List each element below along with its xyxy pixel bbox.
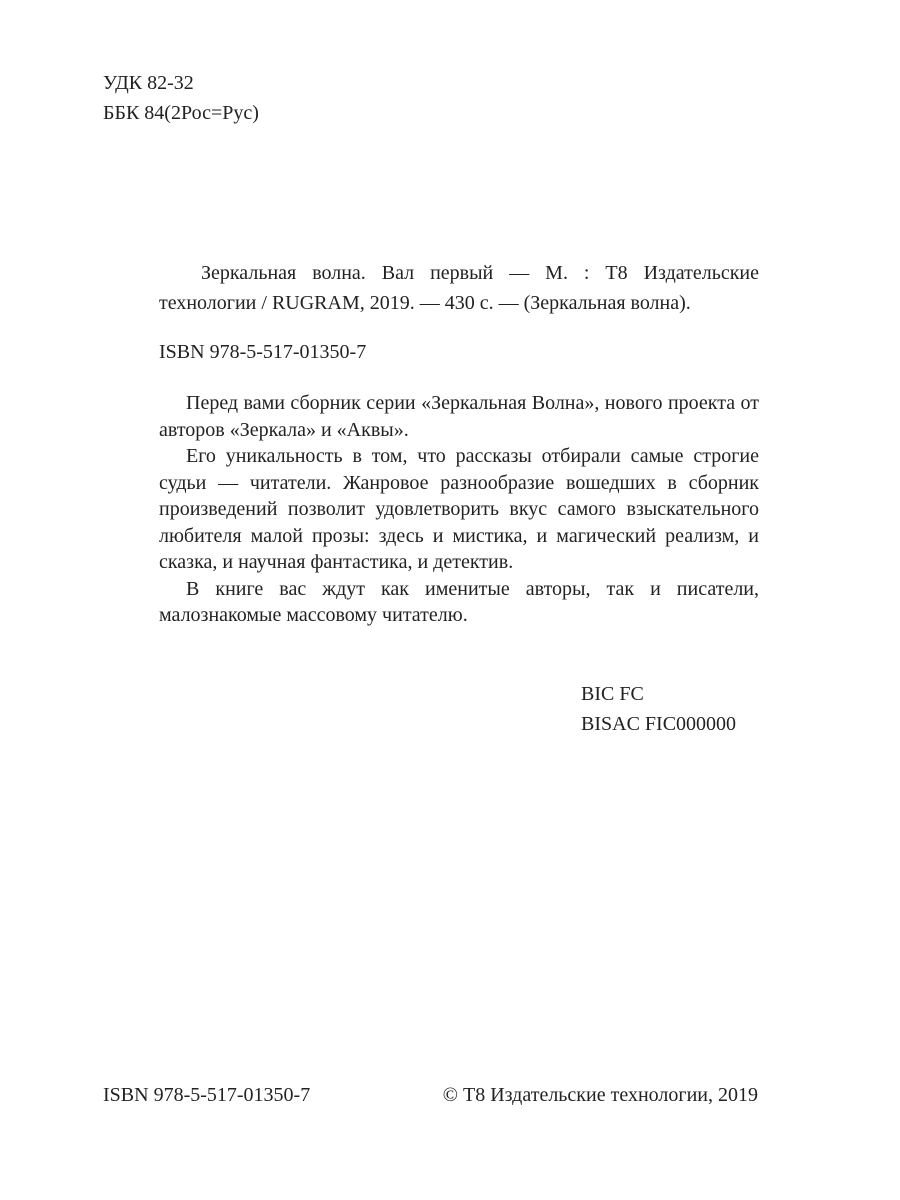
annotation [159,390,759,629]
annotation-paragraph: В книге вас ждут как именитые авторы, так и писатели, малознакомые массовому читателю. [159,577,759,626]
classification-codes [103,68,259,128]
bbk-code: ББК 84(2Рос=Рус) [103,102,259,124]
footer-isbn: ISBN 978-5-517-01350-7 [103,1084,311,1106]
bisac-code: BISAC FIC000000 [581,713,737,735]
bibliographic-record: Зеркальная волна. Вал первый — М. : Т8 Издательские технологии / RUGRAM, 2019. — 430 с. — (Зеркальная волна). [159,262,759,314]
subject-classification [581,679,736,739]
copyright-notice: © Т8 Издательские технологии, 2019 [442,1084,758,1106]
annotation-paragraph: Его уникальность в том, что рассказы отбирали самые строгие судьи — читатели. Жанровое разнообразие вошедших в сборник произведений позволит удовлетворить вкус самого взыскательного любителя малой прозы: здесь и мистика, и магический реализм, и сказка, и научная фантастика, и детектив. [159,445,759,573]
annotation-paragraph: Перед вами сборник серии «Зеркальная Волна», нового проекта от авторов «Зеркала» и «Аквы». [159,392,759,441]
bic-code: BIC FC [581,683,644,705]
udk-code: УДК 82-32 [103,72,194,94]
isbn-line: ISBN 978-5-517-01350-7 [159,341,367,363]
